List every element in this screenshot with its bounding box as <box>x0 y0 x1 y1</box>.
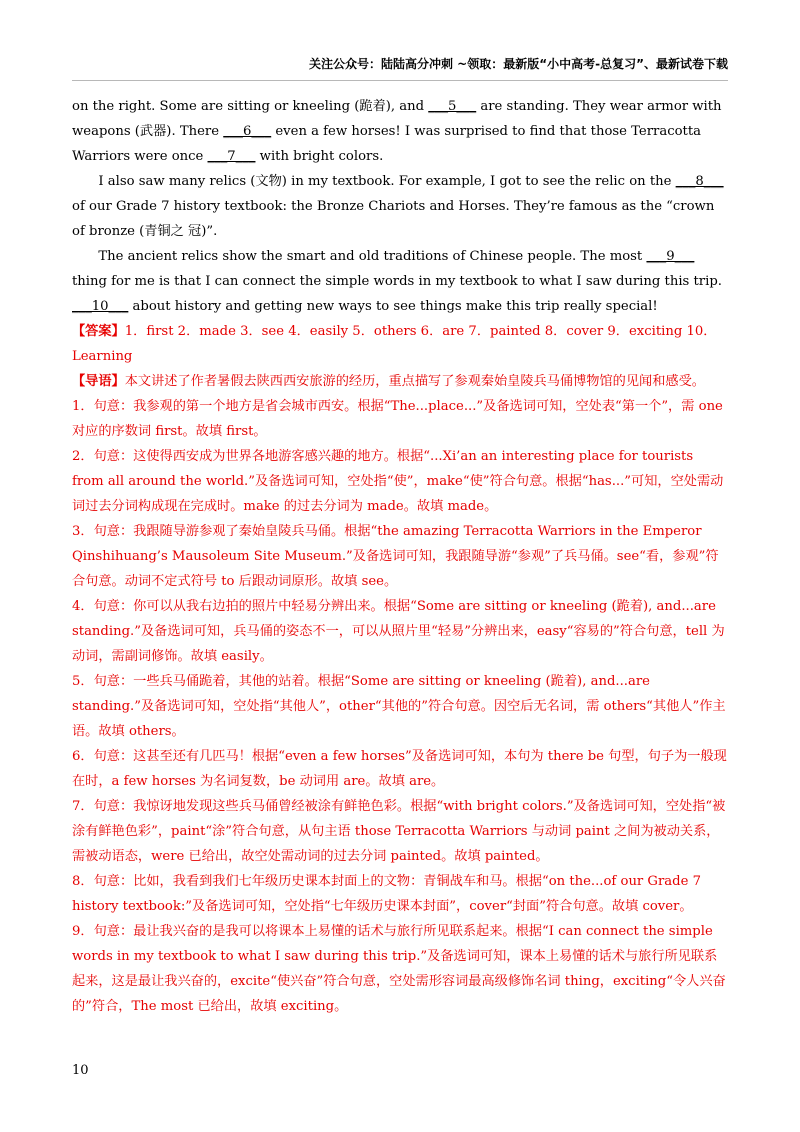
blank-9: ___9___ <box>646 249 695 264</box>
guide-section <box>72 369 728 394</box>
blank-6: ___6___ <box>223 124 272 139</box>
passage-text: The ancient relics show the smart and old traditions of Chinese people. The most <box>98 249 647 264</box>
answer-text: 1．first 2．made 3．see 4．easily 5．others 6．are 7．painted 8．cover 9．exciting 10．Learning <box>72 324 717 364</box>
passage-text: are standing. They wear armor with weapons (武器). There <box>72 99 722 139</box>
passage-text: about history and getting new ways to see things make this trip really special! <box>128 299 658 314</box>
answer-section <box>72 319 728 369</box>
page-header: 关注公众号：陆陆高分冲刺 ~领取：最新版“小中高考-总复习”、最新试卷下载 <box>309 57 728 71</box>
guide-label: 【导语】 <box>72 374 125 389</box>
passage-paragraph-3 <box>72 244 728 319</box>
explanation-item: 5．句意：一些兵马俑跪着，其他的站着。根据“Some are sitting or kneeling (跪着), and...are standing.”及备选词可知，空处指“其他人”，other“其他的”符合句意。因空后无名词，需 others“其他人”作主语。故填 others。 <box>72 674 726 739</box>
explanation-item: 1．句意：我参观的第一个地方是省会城市西安。根据“The...place...”及备选词可知，空处表“第一个”，需 one 对应的序数词 first。故填 first。 <box>72 399 723 439</box>
explanation-item: 2．句意：这使得西安成为世界各地游客感兴趣的地方。根据“...Xi’an an interesting place for tourists from all around the world.”及备选词可知，空处指“使”，make“使”符合句意。根据“has...”可知，空处需动词过去分词构成现在完成时。make 的过去分词为 made。故填 made。 <box>72 449 724 514</box>
passage-text: on the right. Some are sitting or kneeling (跪着), and <box>72 99 429 114</box>
blank-5: ___5___ <box>428 99 477 114</box>
blank-10: ___10___ <box>72 299 129 314</box>
explanation-item: 6．句意：这甚至还有几匹马！根据“even a few horses”及备选词可知，本句为 there be 句型，句子为一般现在时，a few horses 为名词复数，be 动词用 are。故填 are。 <box>72 749 727 789</box>
explanation-item: 8．句意：比如，我看到我们七年级历史课本封面上的文物：青铜战车和马。根据“on the...of our Grade 7 history textbook:”及备选词可知，空处指“七年级历史课本封面”，cover“封面”符合句意。故填 cover。 <box>72 874 701 914</box>
explanation-item: 3．句意：我跟随导游参观了秦始皇陵兵马俑。根据“the amazing Terracotta Warriors in the Emperor Qinshihuang’s Mausoleum Site Museum.”及备选词可知，我跟随导游“参观”了兵马俑。see“看，参观”符合句意。动词不定式符号 to 后跟动词原形。故填 see。 <box>72 524 719 589</box>
header-divider <box>72 80 728 81</box>
explanation-item: 7．句意：我惊讶地发现这些兵马俑曾经被涂有鲜艳色彩。根据“with bright colors.”及备选词可知，空处指“被涂有鲜艳色彩”，paint“涂”符合句意，从句主语 those Terracotta Warriors 与动词 paint 之间为被动关系，需被动语态，were 已给出，故空处需动词的过去分词 painted。故填 painted。 <box>72 799 726 864</box>
guide-text: 本文讲述了作者暑假去陕西西安旅游的经历，重点描写了参观秦始皇陵兵马俑博物馆的见闻和感受。 <box>124 374 705 389</box>
passage-text: thing for me is that I can connect the simple words in my textbook to what I saw during this trip. <box>72 274 722 289</box>
page-number: 10 <box>72 1063 89 1078</box>
explanation-item: 4．句意：你可以从我右边拍的照片中轻易分辨出来。根据“Some are sitting or kneeling (跪着), and...are standing.”及备选词可知，兵马俑的姿态不一，可以从照片里“轻易”分辨出来，easy“容易的”符合句意，tell 为动词，需副词修饰。故填 easily。 <box>72 599 725 664</box>
passage-text: of our Grade 7 history textbook: the Bronze Chariots and Horses. They’re famous as the “crown of bronze (青铜之 冠)”. <box>72 199 715 239</box>
page-content <box>72 94 728 1019</box>
passage-text: with bright colors. <box>255 149 384 164</box>
blank-7: ___7___ <box>207 149 256 164</box>
blank-8: ___8___ <box>675 174 724 189</box>
passage-paragraph-2 <box>72 169 728 244</box>
answer-label: 【答案】 <box>72 324 125 339</box>
explanation-item: 9．句意：最让我兴奋的是我可以将课本上易懂的话术与旅行所见联系起来。根据“I can connect the simple words in my textbook to what I saw during this trip.”及备选词可知，课本上易懂的话术与旅行所见联系起来，这是最让我兴奋的，excite“使兴奋”符合句意，空处需形容词最高级修饰名词 thing，exciting“令人兴奋的”符合，The most 已给出，故填 exciting。 <box>72 924 726 1014</box>
passage-paragraph-1 <box>72 94 728 169</box>
passage-text: I also saw many relics (文物) in my textbook. For example, I got to see the relic on the <box>98 174 676 189</box>
passage-text: even a few horses! I was surprised to find that those Terracotta Warriors were once <box>72 124 701 164</box>
